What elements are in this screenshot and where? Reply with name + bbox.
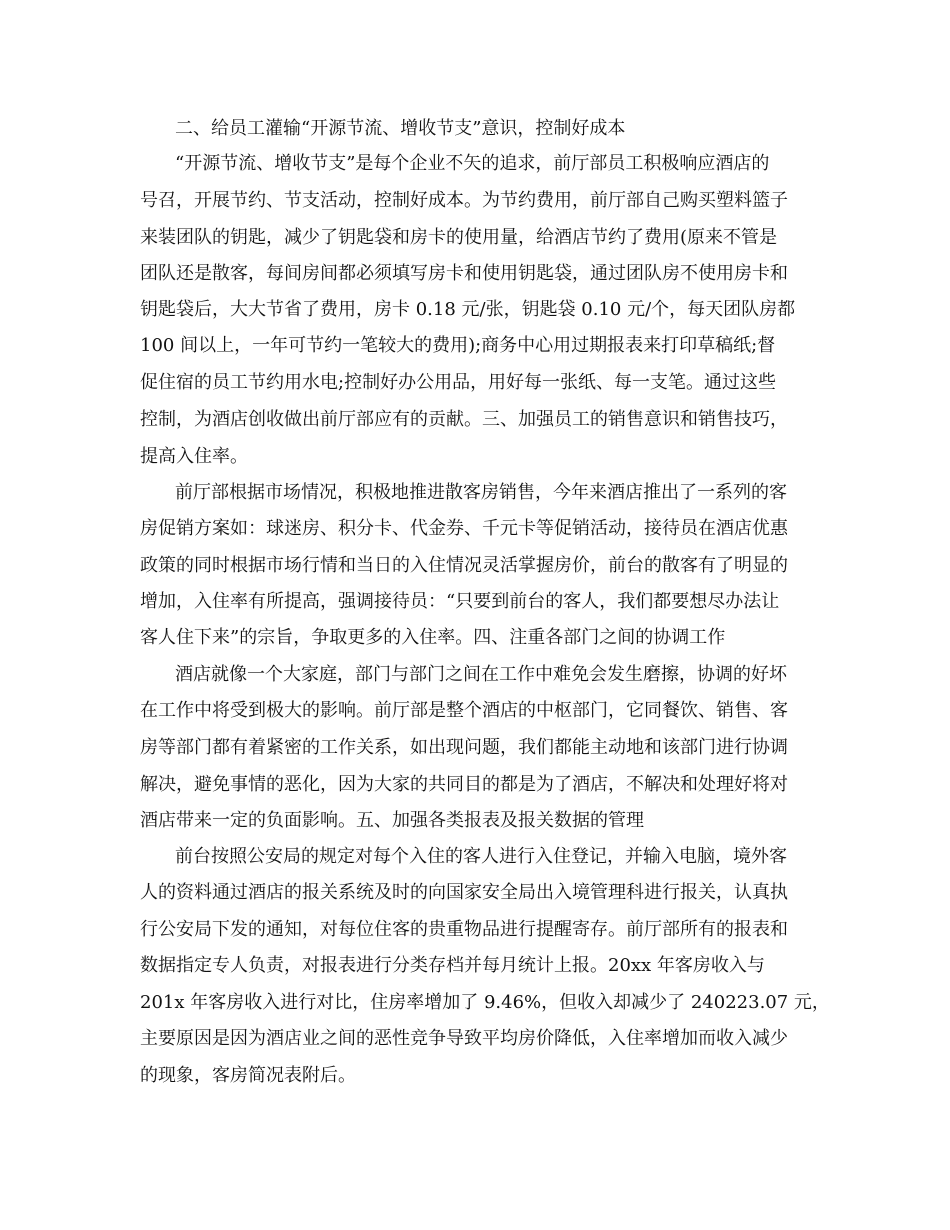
paragraph-line: 号召，开展节约、节支活动，控制好成本。为节约费用，前厅部自己购买塑料篮子 (140, 190, 788, 211)
paragraph-line: 房促销方案如：球迷房、积分卡、代金券、千元卡等促销活动，接待员在酒店优惠 (140, 518, 788, 539)
paragraph-line: “开源节流、增收节支”是每个企业不矢的追求，前厅部员工积极响应酒店的 (175, 153, 770, 174)
paragraph-line: 酒店就像一个大家庭，部门与部门之间在工作中难免会发生磨擦，协调的好坏 (175, 664, 787, 685)
paragraph-line: 增加，入住率有所提高，强调接待员：“只要到前台的客人，我们都要想尽办法让 (140, 591, 780, 612)
paragraph-line: 控制，为酒店创收做出前厅部应有的贡献。三、加强员工的销售意识和销售技巧， (140, 409, 788, 430)
paragraph-line: 数据指定专人负责，对报表进行分类存档并每月统计上报。20xx 年客房收入与 (140, 955, 765, 976)
paragraph-line: 主要原因是因为酒店业之间的恶性竞争导致平均房价降低，入住率增加而收入减少 (140, 1028, 788, 1049)
paragraph-line: 100 间以上，一年可节约一笔较大的费用);商务中心用过期报表来打印草稿纸;督 (140, 335, 776, 356)
paragraph-line: 人的资料通过酒店的报关系统及时的向国家安全局出入境管理科进行报关，认真执 (140, 882, 788, 903)
paragraph-line: 提高入住率。 (140, 446, 248, 467)
paragraph-line: 来装团队的钥匙，减少了钥匙袋和房卡的使用量，给酒店节约了费用(原来不管是 (140, 227, 778, 248)
paragraph-line: 行公安局下发的通知，对每位住客的贵重物品进行提醒寄存。前厅部所有的报表和 (140, 919, 788, 940)
paragraph-line: 促住宿的员工节约用水电;控制好办公用品，用好每一张纸、每一支笔。通过这些 (140, 372, 777, 393)
paragraph-line: 的现象，客房简况表附后。 (140, 1065, 356, 1086)
paragraph-line: 201x 年客房收入进行对比，住房率增加了 9.46%，但收入却减少了 240223.07 元， (140, 992, 830, 1013)
paragraph-line: 客人住下来”的宗旨，争取更多的入住率。四、注重各部门之间的协调工作 (140, 627, 726, 648)
paragraph-line: 解决，避免事情的恶化，因为大家的共同目的都是为了酒店，不解决和处理好将对 (140, 774, 788, 795)
paragraph-line: 前台按照公安局的规定对每个入住的客人进行入住登记，并输入电脑，境外客 (175, 846, 787, 867)
paragraph-line: 酒店带来一定的负面影响。五、加强各类报表及报关数据的管理 (140, 810, 644, 831)
paragraph-line: 政策的同时根据市场行情和当日的入住情况灵活掌握房价，前台的散客有了明显的 (140, 555, 788, 576)
paragraph-line: 团队还是散客，每间房间都必须填写房卡和使用钥匙袋，通过团队房不使用房卡和 (140, 263, 788, 284)
paragraph-line: 前厅部根据市场情况，积极地推进散客房销售，今年来酒店推出了一系列的客 (175, 482, 787, 503)
paragraph-line: 在工作中将受到极大的影响。前厅部是整个酒店的中枢部门，它同餐饮、销售、客 (140, 700, 788, 721)
paragraph-line: 房等部门都有着紧密的工作关系，如出现问题，我们都能主动地和该部门进行协调 (140, 737, 788, 758)
paragraph-line: 钥匙袋后，大大节省了费用，房卡 0.18 元/张，钥匙袋 0.10 元/个，每天团队房都 (140, 299, 796, 320)
heading-section-2: 二、给员工灌输“开源节流、增收节支”意识，控制好成本 (175, 118, 626, 139)
